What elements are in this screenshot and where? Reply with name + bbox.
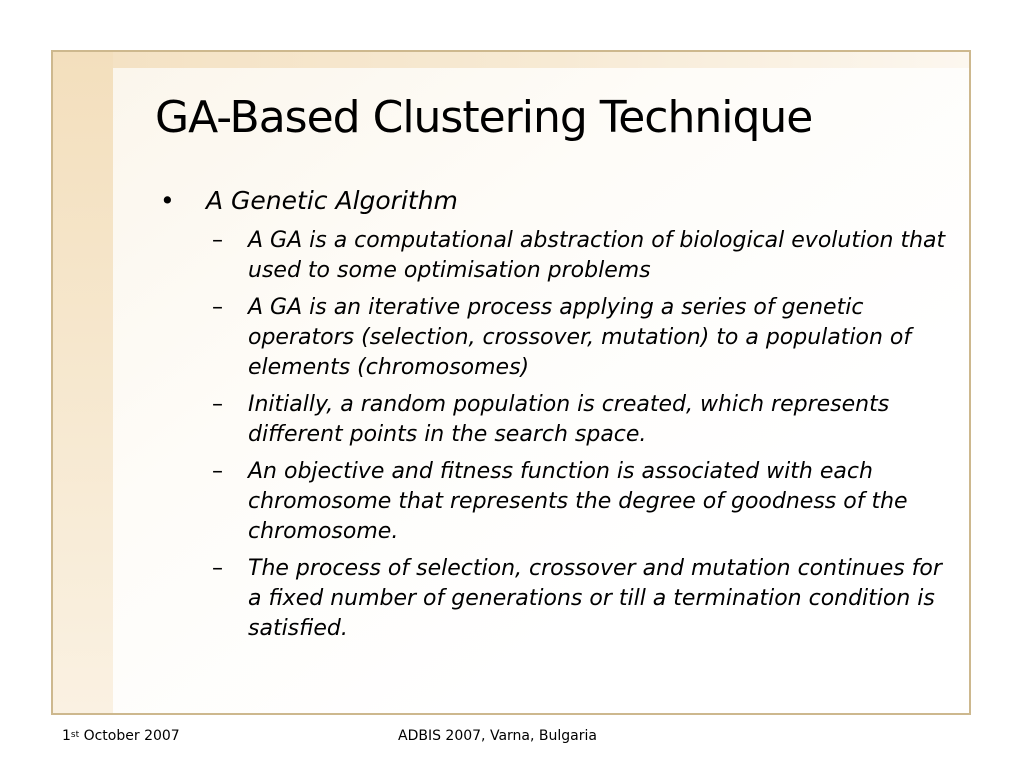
sub-bullet-3 <box>160 390 960 450</box>
sub-bullet-text: An objective and fitness function is associated with each chromosome that represents the degree of goodness of the chromosome. <box>248 459 908 544</box>
dash-marker: – <box>212 295 223 320</box>
footer-date-rest: October 2007 <box>79 728 180 744</box>
main-bullet <box>160 184 960 218</box>
dash-marker: – <box>212 459 223 484</box>
dash-marker: – <box>212 392 223 417</box>
sub-bullet-2 <box>160 293 960 383</box>
dash-marker: – <box>212 556 223 581</box>
sub-bullet-list <box>160 226 960 644</box>
slide-title: GA-Based Clustering Technique <box>155 92 813 143</box>
footer-event: ADBIS 2007, Varna, Bulgaria <box>398 728 597 744</box>
sub-bullet-text: A GA is a computational abstraction of biological evolution that used to some optimisation problems <box>248 228 946 283</box>
bullet-list <box>160 184 960 651</box>
decorative-top-wash <box>53 52 969 68</box>
footer-date-suffix: st <box>70 730 80 740</box>
dash-marker: – <box>212 228 223 253</box>
sub-bullet-text: Initially, a random population is created, which represents different points in the search space. <box>248 392 890 447</box>
footer-date-day: 1 <box>62 728 71 744</box>
sub-bullet-5 <box>160 554 960 644</box>
footer-date <box>62 727 180 745</box>
sub-bullet-text: The process of selection, crossover and mutation continues for a fixed number of generations or till a termination condition is satisfied. <box>248 556 942 641</box>
bullet-marker: • <box>160 186 175 215</box>
main-bullet-text: A Genetic Algorithm <box>206 186 458 215</box>
decorative-left-wash <box>53 52 113 713</box>
sub-bullet-4 <box>160 457 960 547</box>
sub-bullet-1 <box>160 226 960 286</box>
sub-bullet-text: A GA is an iterative process applying a series of genetic operators (selection, crossover, mutation) to a population of elements (chromosomes) <box>248 295 912 380</box>
